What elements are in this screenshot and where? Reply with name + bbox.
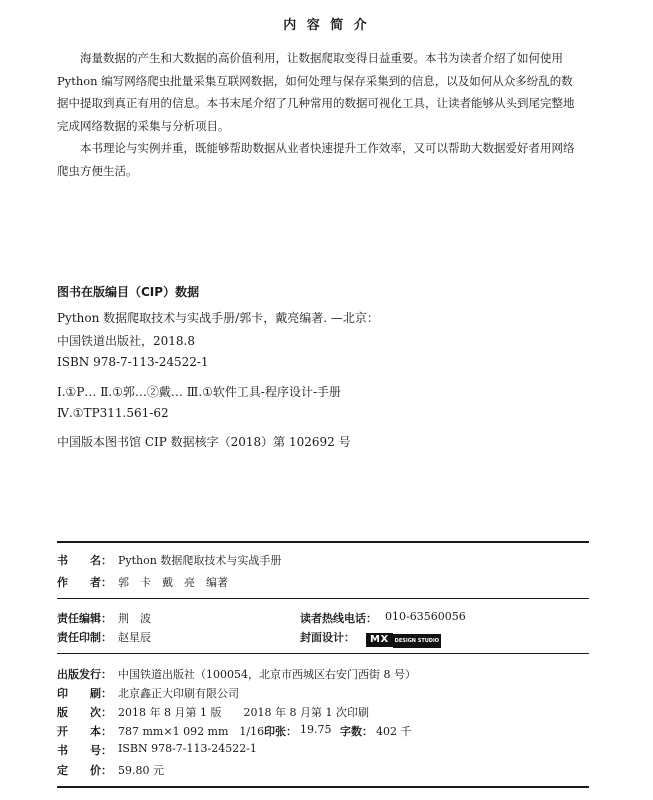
sheets-label: 印张： [264,725,297,738]
cip-line-4: Ⅰ.①P… Ⅱ.①郭…②戴… Ⅲ.①软件工具-程序设计-手册 [57,385,341,399]
cip-line-1: Python 数据爬取技术与实战手册/郭卡，戴亮编著. —北京： [57,311,379,325]
divider-1 [57,598,589,599]
cip-heading: 图书在版编目（CIP）数据 [57,285,200,299]
printing-label: 印 刷： [57,687,112,700]
word-count-label: 字数： [340,725,373,738]
summary-paragraph-1: 海量数据的产生和大数据的高价值利用，让数据爬取变得日益重要。本书为读者介绍了如何使用 Python 编写网络爬虫批量采集互联网数据，如何处理与保存采集到的信息，以及如何从众多纷乱的数据中提取到真正有用的信息。本书末尾介绍了几种常用的数据可视化工具，让读者能够从头到尾完整地完成网络数据的采集与分析项目。 [57,51,575,133]
edition-value: 2018 年 8 月第 1 版 2018 年 8 月第 1 次印刷 [118,706,369,719]
format-label: 开 本： [57,725,112,738]
sheets-value: 19.75 [300,723,332,736]
divider-2 [57,653,589,654]
book-title-label: 书 名： [57,554,112,567]
summary-title: 内 容 简 介 [283,18,370,33]
cover-design-logo-subtext: DESIGN STUDIO [393,634,441,648]
word-count-value: 402 千 [376,725,412,738]
cover-design-logo-text: MX [366,633,393,647]
printing-value: 北京鑫正大印刷有限公司 [118,687,239,700]
price-value: 59.80 元 [118,764,164,777]
edition-label: 版 次： [57,706,112,719]
isbn-value: ISBN 978-7-113-24522-1 [118,742,257,755]
hotline-label: 读者热线电话： [300,612,377,625]
price-label: 定 价： [57,764,112,777]
cip-line-3: ISBN 978-7-113-24522-1 [57,355,209,369]
hotline-value: 010-63560056 [385,610,466,623]
publisher-label: 出版发行： [57,668,112,681]
cip-line-2: 中国铁道出版社，2018.8 [57,334,195,348]
cover-design-logo [366,627,441,648]
print-manager-label: 责任印制： [57,631,112,644]
divider-top [57,541,589,543]
author-value: 郭 卡 戴 亮 编著 [118,576,228,589]
divider-bottom [57,786,589,788]
author-label: 作 者： [57,576,112,589]
print-manager-value: 赵星辰 [118,631,151,644]
editor-label: 责任编辑： [57,612,112,625]
cover-design-label: 封面设计： [300,631,355,644]
format-value: 787 mm×1 092 mm 1/16 [118,725,265,738]
editor-value: 荆 波 [118,612,151,625]
summary-paragraph-2: 本书理论与实例并重，既能够帮助数据从业者快速提升工作效率，又可以帮助大数据爱好者用网络爬虫方便生活。 [57,141,575,178]
book-title-value: Python 数据爬取技术与实战手册 [118,554,282,567]
isbn-label: 书 号： [57,744,112,757]
cip-line-6: 中国版本图书馆 CIP 数据核字（2018）第 102692 号 [57,435,351,449]
cip-line-5: Ⅳ.①TP311.561-62 [57,406,169,420]
summary-text [57,47,577,182]
publisher-value: 中国铁道出版社（100054，北京市西城区右安门西街 8 号） [118,668,416,681]
